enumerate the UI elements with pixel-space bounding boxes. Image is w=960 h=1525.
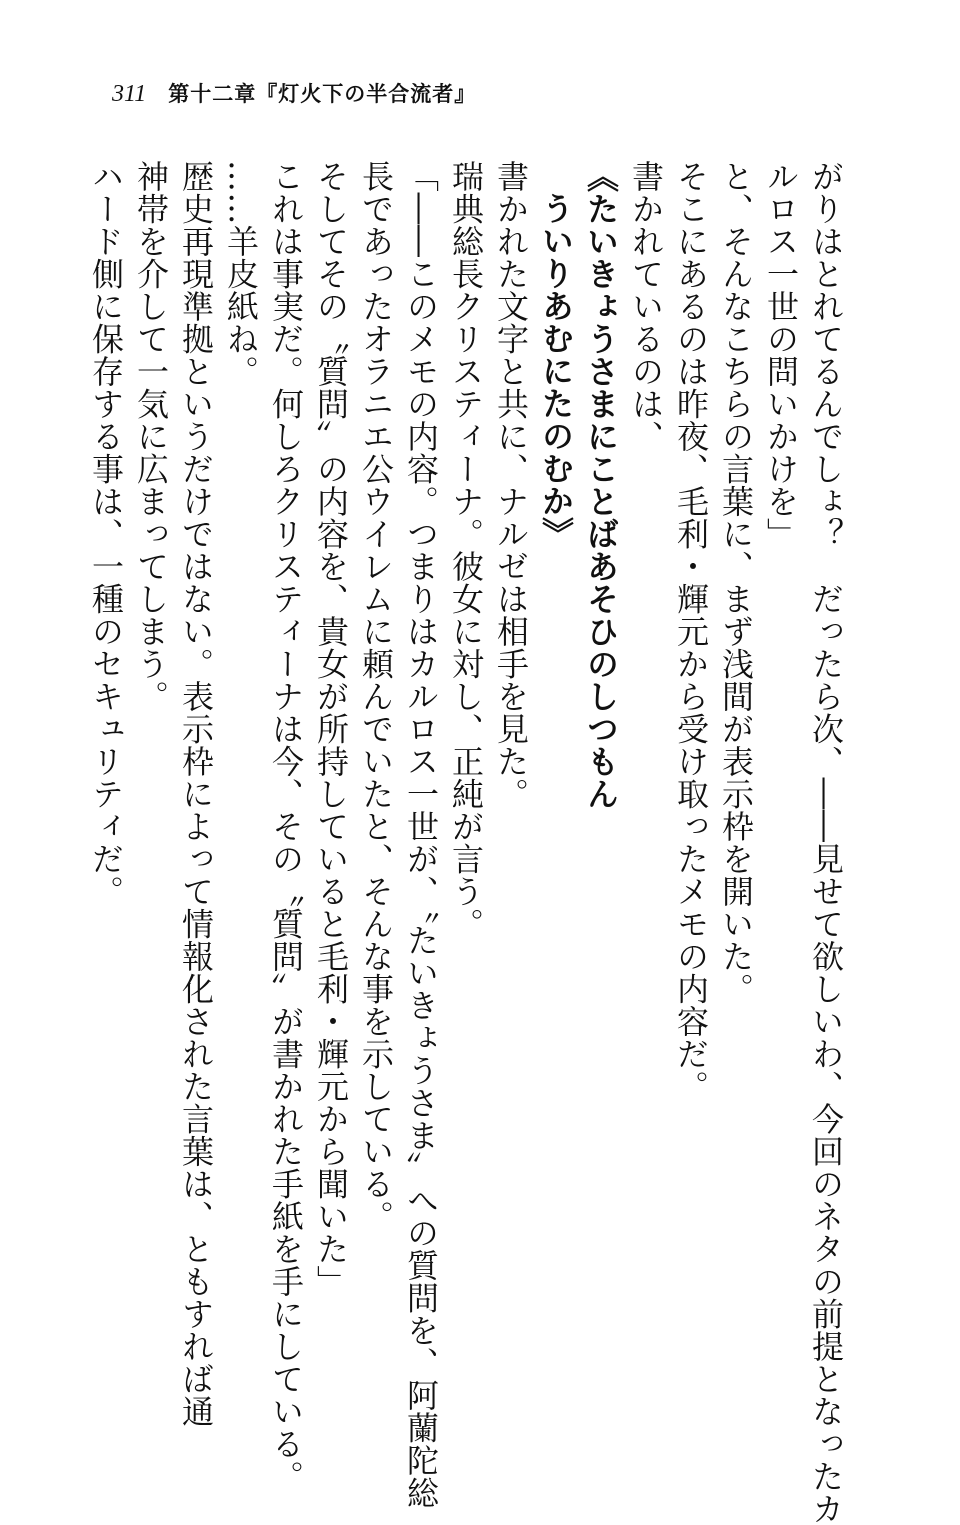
text-line: ルロス一世の問いかけを」 xyxy=(762,160,800,550)
text-line: 瑞典総長クリスティーナ。彼女に対し、正純が言う。 xyxy=(447,160,485,940)
text-line: これは事実だ。何しろクリスティーナは今、その〝質問〟が書かれた手紙を手にしている。 xyxy=(267,160,305,1493)
text-line: そこにあるのは昨夜、毛利・輝元から受け取ったメモの内容だ。 xyxy=(672,160,710,1103)
text-line: 「――このメモの内容。つまりはカルロス一世が、〝たいきょうさま〟への質問を、阿蘭陀総 xyxy=(402,160,440,1509)
text-line: と、そんなこちらの言葉に、まず浅間が表示枠を開いた。 xyxy=(717,160,755,1005)
page-header xyxy=(112,78,476,118)
memo-text-line: 《たいきょうさまにことばあそひのしつもん xyxy=(582,160,620,810)
text-line: 歴史再現準拠というだけではない。表示枠によって情報化された言葉は、ともすれば通 xyxy=(177,160,215,1428)
text-line: 書かれているのは、 xyxy=(627,160,665,453)
memo-text-line: ういりあむにたのむか》 xyxy=(537,192,575,550)
novel-text-body xyxy=(87,160,848,1525)
text-line: 神帯を介して一気に広まってしまう。 xyxy=(132,160,170,713)
text-line: 長であったオラニエ公ウイレムに頼んでいたと、そんな事を示している。 xyxy=(357,160,395,1233)
text-line: ハード側に保存する事は、一種のセキュリティだ。 xyxy=(87,160,125,908)
text-line: 書かれた文字と共に、ナルゼは相手を見た。 xyxy=(492,160,530,810)
chapter-title: 第十二章『灯火下の半合流者』 xyxy=(168,81,477,106)
text-line: ……羊皮紙ね。 xyxy=(222,160,260,388)
text-line: そしてその〝質問〟の内容を、貴女が所持していると毛利・輝元から聞いた」 xyxy=(312,160,350,1298)
text-line: がりはとれてるんでしょ？ だったら次、――見せて欲しいわ、今回のネタの前提となったカ xyxy=(807,160,845,1525)
page-number: 311 xyxy=(112,81,147,107)
